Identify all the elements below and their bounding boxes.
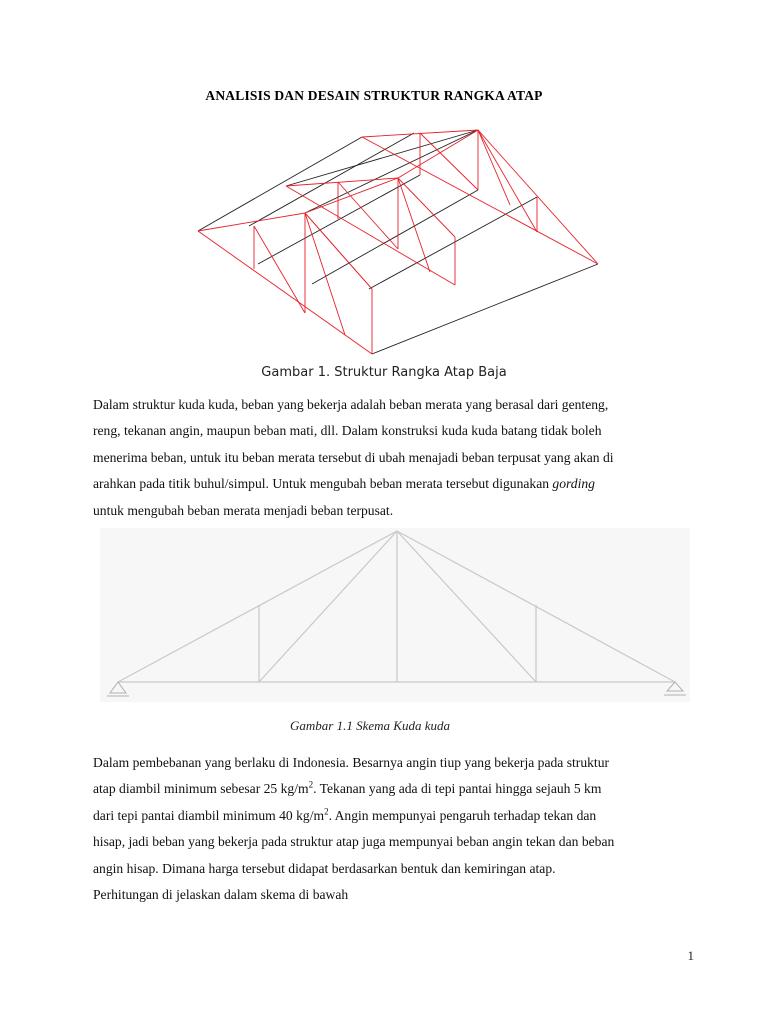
paragraph-2-line: hisap, jadi beban yang bekerja pada struktur atap juga mempunyai beban angin tekan dan beban [93, 834, 615, 850]
paragraph-2-line: angin hisap. Dimana harga tersebut didapat berdasarkan bentuk dan kemiringan atap. [93, 860, 556, 876]
paragraph-2-line: Perhitungan di jelaskan dalam skema di bawah [93, 887, 349, 903]
figure1-caption: Gambar 1. Struktur Rangka Atap Baja [261, 365, 507, 380]
page-title: ANALISIS DAN DESAIN STRUKTUR RANGKA ATAP [205, 88, 543, 103]
paragraph-2-line: dari tepi pantai diambil minimum 40 $kg/m^2$. Angin mempunyai pengaruh terhadap tekan dan [93, 806, 597, 823]
paragraph-1-line: reng, tekanan angin, maupun beban mati, dll. Dalam konstruksi kuda kuda batang tidak boleh [93, 423, 602, 439]
paragraph-1 [93, 392, 693, 524]
gording-term: gording [552, 476, 595, 492]
page-number: 1 [687, 948, 694, 963]
paragraph-1-line: untuk mengubah beban merata menjadi beban terpusat. [93, 502, 394, 518]
truss-schematic-figure [100, 526, 700, 704]
truss-members [198, 130, 598, 354]
paragraph-2 [93, 750, 693, 908]
paragraph-1-line: arahkan pada titik buhul/simpul. Untuk mengubah beban merata tersebut digunakan gording [93, 476, 595, 492]
paragraph-2-line: Dalam pembebanan yang berlaku di Indonesia. Besarnya angin tiup yang bekerja pada struktur [93, 755, 610, 770]
paragraph-2-line: atap diambil minimum sebesar 25 $kg/m^2$. Tekanan yang ada di tepi pantai hingga sejauh 5 km [93, 779, 602, 797]
roof-truss-3d-figure [190, 124, 610, 360]
paragraph-1-line: menerima beban, untuk itu beban merata tersebut di ubah menajadi beban terpusat yang akan di [93, 449, 614, 465]
paragraph-1-line: Dalam struktur kuda kuda, beban yang bekerja adalah beban merata yang berasal dari genteng, [93, 397, 609, 412]
figure2-caption: Gambar 1.1 Skema Kuda kuda [290, 718, 450, 733]
